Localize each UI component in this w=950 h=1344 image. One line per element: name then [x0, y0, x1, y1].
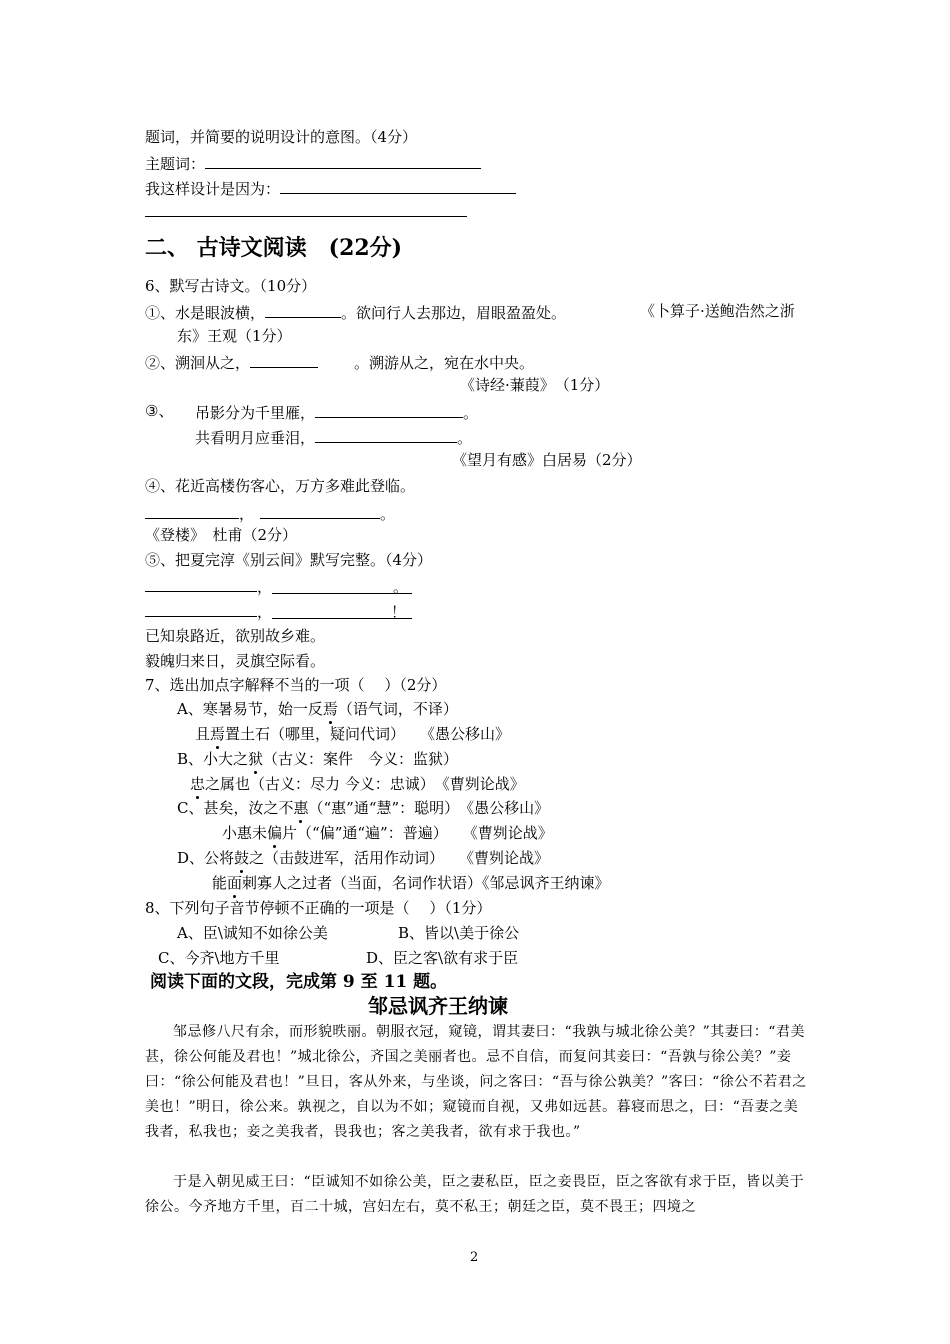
q7-option-d1 [177, 848, 549, 868]
reading-instruction: 阅读下面的文段，完成第 9 至 11 题。 [150, 972, 448, 992]
q7-d1-post: 之（击鼓进军，活用作动词） 《曹刿论战》 [249, 849, 550, 867]
q7-c2-post: 片（“偏”通“遍”：普遍） 《曹刿论战》 [282, 824, 553, 842]
q7-b1-post: （古义：案件 今义：监狱） [263, 750, 459, 768]
q8-title: 8、下列句子音节停顿不正确的一项是（ ）（1分） [145, 899, 492, 917]
instruction-line: 题词，并简要的说明设计的意图。（4分） [145, 128, 418, 146]
q6-title: 6、默写古诗文。（10分） [145, 277, 317, 295]
q6-item3-number: ③、 [145, 402, 174, 420]
q6-item5-blank4[interactable] [272, 602, 412, 619]
section-heading: 二、 古诗文阅读 (22分) [145, 235, 403, 261]
q6-item3-line1 [195, 401, 478, 423]
q6-item5-line4: 毅魄归来日，灵旗空际看。 [145, 652, 326, 670]
q6-item5-blank2[interactable] [272, 577, 412, 594]
q7-option-c2 [222, 823, 553, 843]
q7-a2-dotted: 焉 [210, 725, 226, 743]
passage-paragraph-2: 于是入朝见威王曰：“臣诚知不如徐公美，臣之妻私臣，臣之妾畏臣，臣之客欲有求于臣，皆以美于徐公。今齐地方千里，百二十城，宫妇左右，莫不私王；朝廷之臣，莫不畏王；四境之 [145, 1174, 805, 1215]
q6-item2-blank[interactable] [250, 351, 318, 368]
q7-a2-pre: 且 [195, 725, 211, 743]
q7-b2-dotted: 忠 [190, 775, 206, 793]
q6-item1-text-b: 。欲问行人去那边，眉眼盈盈处。 [341, 304, 567, 322]
q6-item5-blank1[interactable] [145, 575, 257, 592]
page-number: 2 [470, 1250, 479, 1265]
q6-item3-blank1[interactable] [315, 401, 463, 418]
theme-word-blank[interactable] [205, 152, 481, 169]
reason-blank-row [145, 200, 467, 222]
q7-option-a1 [177, 699, 458, 719]
reason-row [145, 177, 516, 199]
q7-a2-post: 置土石（哪里，疑问代词） 《愚公移山》 [225, 725, 511, 743]
q6-item5: ⑤、把夏完淳《别云间》默写完整。（4分） [145, 551, 433, 569]
q7-d2-pre: 能 [212, 874, 228, 892]
q6-item4-comma: ， [239, 505, 255, 523]
q6-item4: ④、花近高楼伤客心，万方多难此登临。 [145, 477, 416, 495]
q7-c1-dotted: 惠 [293, 799, 309, 817]
q7-b2-post: 之属也（古义：尽力 今义：忠诚） 《曹刿论战》 [205, 775, 525, 793]
reason-blank-1[interactable] [280, 177, 516, 194]
q7-c1-pre: C、甚矣，汝之不 [177, 799, 294, 817]
q6-item5-comma2: ， [257, 603, 273, 621]
q7-a1-post: （语气词，不译） [337, 700, 458, 718]
q6-item3-text-a: 吊影分为千里雁， [195, 404, 316, 422]
q6-item2 [145, 351, 534, 373]
q7-option-b2 [190, 774, 525, 794]
q7-option-d2 [212, 873, 610, 893]
q6-item5-row2 [145, 600, 412, 622]
q6-item1-source2: 东》王观（1分） [177, 327, 292, 345]
q8-option-d: D、臣之客\欲有求于臣 [366, 949, 519, 967]
q7-option-b1 [177, 749, 458, 769]
q6-item3-blank2[interactable] [315, 426, 457, 443]
reason-label: 我这样设计是因为： [145, 180, 281, 198]
q7-b1-dotted: 狱 [248, 750, 264, 768]
q7-d1-pre: D、公将 [177, 849, 235, 867]
q6-item4-blank2[interactable] [260, 502, 380, 519]
q7-d1-dotted: 鼓 [234, 849, 250, 867]
reason-blank-2[interactable] [145, 200, 467, 217]
q6-item3-line2 [195, 426, 472, 448]
q6-item3-end2: 。 [457, 429, 473, 447]
q7-d2-post: 刺寡人之过者（当面，名词作状语）《邹忌讽齐王纳谏》 [242, 874, 610, 892]
q6-item1 [145, 301, 566, 323]
q8-option-b: B、皆以\美于徐公 [398, 924, 520, 942]
q8-option-c: C、今齐\地方千里 [158, 949, 280, 967]
q6-item5-blank3[interactable] [145, 600, 257, 617]
q6-item1-text-a: ①、水是眼波横， [145, 304, 266, 322]
q6-item4-source: 《登楼》 杜甫（2分） [145, 526, 298, 544]
q6-item4-blanks [145, 502, 395, 524]
theme-word-label: 主题词： [145, 155, 206, 173]
passage-title: 邹忌讽齐王纳谏 [368, 994, 508, 1018]
q6-item3-text-b: 共看明月应垂泪， [195, 429, 316, 447]
q6-item1-source: 《卜算子·送鲍浩然之浙 [640, 302, 795, 320]
q6-item5-comma1: ， [257, 578, 273, 596]
q7-b1-pre: B、小大之 [177, 750, 249, 768]
q6-item5-end2: ！ [391, 603, 407, 621]
q6-item2-text-b: 。溯游从之，宛在水中央。 [354, 354, 535, 372]
q7-option-a2 [195, 724, 510, 744]
q6-item3-end1: 。 [463, 404, 479, 422]
q8-option-a: A、臣\诚知不如徐公美 [177, 924, 328, 942]
q6-item5-row1 [145, 575, 412, 597]
q6-item4-end: 。 [380, 505, 396, 523]
q6-item5-line3: 已知泉路近，欲别故乡难。 [145, 627, 326, 645]
q6-item4-blank1[interactable] [145, 502, 239, 519]
q7-d2-dotted: 面 [227, 874, 243, 892]
q6-item2-source: 《诗经·蒹葭》 （1分） [460, 376, 610, 394]
q7-c2-pre: 小惠未 [222, 824, 268, 842]
q6-item1-blank[interactable] [265, 301, 341, 318]
theme-word-row [145, 152, 481, 174]
q7-a1-dotted: 焉 [322, 700, 338, 718]
q7-c1-post: （“惠”通“慧”：聪明） 《愚公移山》 [308, 799, 550, 817]
q7-title: 7、选出加点字解释不当的一项（ ）（2分） [145, 676, 447, 694]
q6-item2-text-a: ②、溯洄从之， [145, 354, 251, 372]
q7-c2-dotted: 偏 [267, 824, 283, 842]
q7-option-c1 [177, 798, 549, 818]
q7-a1-pre: A、寒暑易节，始一反 [177, 700, 323, 718]
q6-item5-end1: 。 [393, 578, 409, 596]
passage-paragraph-1: 邹忌修八尺有余，而形貌昳丽。朝服衣冠，窥镜，谓其妻曰：“我孰与城北徐公美？”其妻曰：“君美甚，徐公何能及君也！”城北徐公，齐国之美丽者也。忌不自信，而复问其妾曰：“吾孰与徐公美？”妾曰：“徐公何能及君也！”旦日，客从外来，与坐谈，问之客曰：“吾与徐公孰美？”客曰：“徐公不若君之美也！”明日，徐公来。孰视之，自以为不如；窥镜而自视，又弗如远甚。暮寝而思之，曰：“吾妻之美我者，私我也；妾之美我者，畏我也；客之美我者，欲有求于我也。” [145, 1024, 807, 1140]
q6-item3-source: 《望月有感》白居易（2分） [452, 451, 642, 469]
